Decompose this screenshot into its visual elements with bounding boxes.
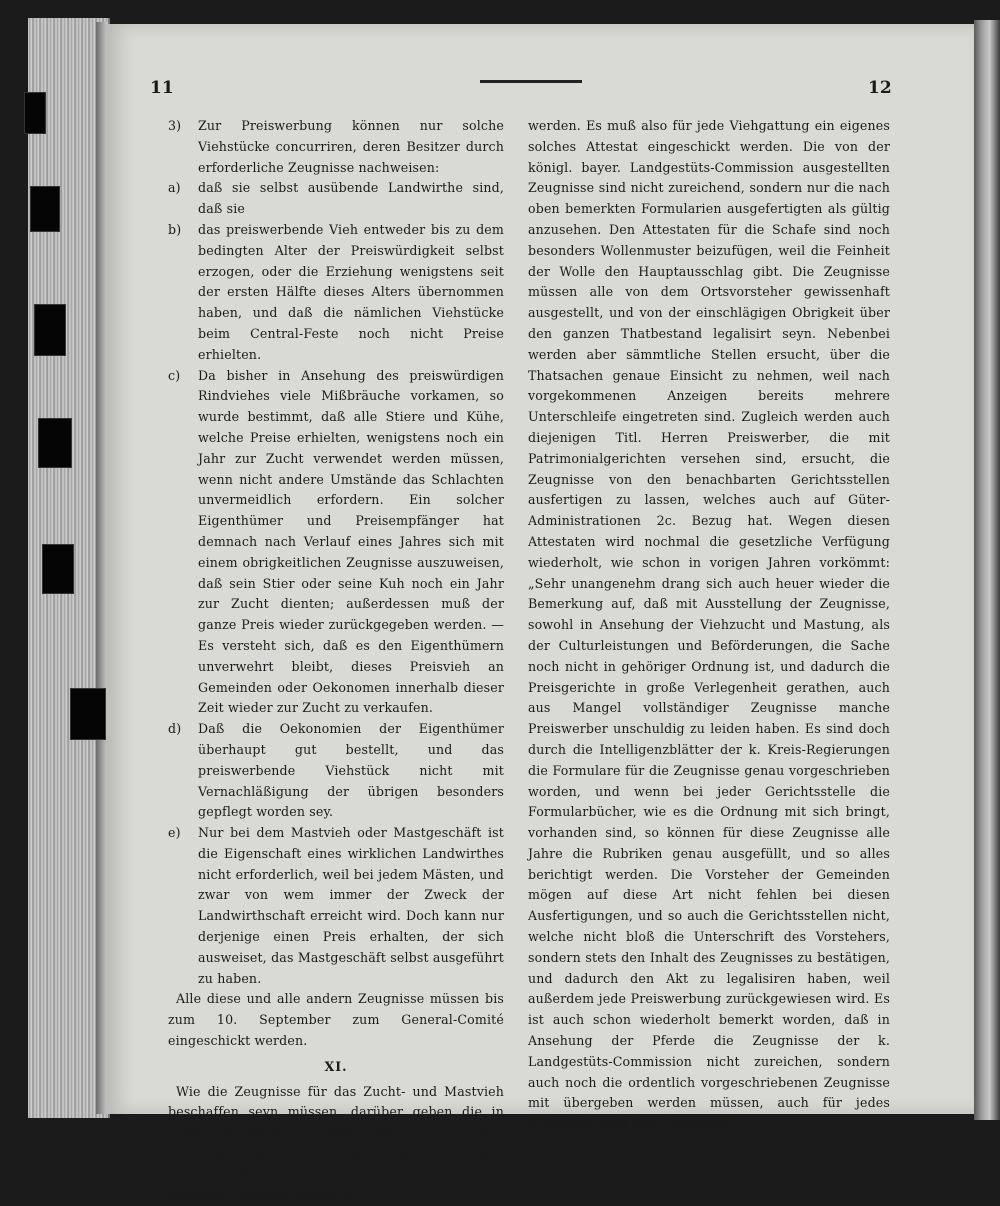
right-column — [528, 116, 890, 1135]
page-number-left: 11 — [150, 78, 174, 98]
item-text: Zur Preiswerbung können nur solche Viehstücke concurriren, deren Besitzer durch erforderliche Zeugnisse nachweisen: — [198, 118, 504, 175]
index-tab — [30, 186, 60, 232]
item-text: Da bisher in Ansehung des preiswürdigen Rindviehes viele Mißbräuche vorkamen, so wurde bestimmt, daß alle Stiere und Kühe, welche Preise erhielten, wenigstens noch ein Jahr zur Zucht verwendet werden müssen, wenn nicht andere Umstände das Schlachten unvermeidlich erfordern. Ein solcher Eigenthümer und Preisempfänger hat demnach nach Verlauf eines Jahres sich mit einem obrigkeitlichen Zeugnisse auszuweisen, daß sein Stier oder seine Kuh noch ein Jahr zur Zucht dienten; außerdessen muß der ganze Preis wieder zurückgegeben werden. — Es versteht sich, daß es den Eigenthümern unverwehrt bleibt, dieses Preisvieh an Gemeinden oder Oekonomen innerhalb dieser Zeit wieder zur Zucht zu verkaufen. — [198, 367, 504, 716]
index-tab — [34, 304, 66, 356]
header-rule — [480, 80, 582, 83]
item-text: daß sie selbst ausübende Landwirthe sind, daß sie — [198, 180, 504, 217]
item-3 — [168, 116, 504, 178]
item-a — [168, 178, 504, 220]
index-tab — [38, 418, 72, 468]
item-label: e) — [168, 825, 181, 841]
left-column — [168, 116, 504, 1206]
item-text: Nur bei dem Mastvieh oder Mastgeschäft ist die Eigenschaft eines wirklichen Landwirthes nicht erforderlich, weil bei jedem Mästen, und zwar von wem immer der Zweck der Landwirthschaft erreicht wird. Doch kann nur derjenige einen Preis erhalten, der sich ausweiset, das Mastgeschäft selbst ausgeführt zu haben. — [198, 825, 504, 986]
item-text: das preiswerbende Vieh entweder bis zu dem bedingten Alter der Preiswürdigkeit selbst erzogen, oder die Erziehung wenigstens seit der ersten Hälfte dieses Alters übernommen haben, und daß die nämlichen Viehstücke beim Central-Feste noch nicht Preise erhielten. — [198, 221, 504, 362]
item-e — [168, 823, 504, 989]
item-c — [168, 366, 504, 720]
item-label: d) — [168, 721, 182, 737]
item-b — [168, 220, 504, 366]
item-d — [168, 719, 504, 823]
closing-paragraph: Alle diese und alle andern Zeugnisse müssen bis zum 10. September zum General-Comité eingeschickt werden. — [168, 991, 504, 1049]
index-tab — [24, 92, 46, 134]
item-label: a) — [168, 180, 181, 196]
index-tab — [70, 688, 106, 740]
item-label: c) — [168, 367, 181, 383]
item-text: Daß die Oekonomien der Eigenthümer überhaupt gut bestellt, und das preiswerbende Viehstück nicht mit Vernachläßigung der übrigen besonders gepflegt worden sey. — [198, 721, 504, 820]
page-number-right: 12 — [868, 78, 892, 98]
index-tab — [42, 544, 74, 594]
section-xi-text: Wie die Zeugnisse für das Zucht- und Mastvieh beschaffen seyn müssen, darüber geben die in vorjährigen Intelligenzblättern bekannt gemachten Formularien genaue Auskunft, und es muß sich von den Preiswerbern, wie von den Stellen, pünktlich hiernach gerichtet — [168, 1083, 504, 1203]
section-heading: XI. — [324, 1058, 348, 1074]
right-column-text: werden. Es muß also für jede Viehgattung ein eigenes solches Attestat eingeschickt werden. Die von der königl. bayer. Landgestüts-Commission ausgestellten Zeugnisse sind nicht zureichend, sondern nur die nach oben bemerkten Formularien ausgefertigten als gültig anzusehen. Den Attestaten für die Schafe sind noch besonders Wollenmuster beizufügen, weil die Feinheit der Wolle den Hauptausschlag gibt. Die Zeugnisse müssen alle von dem Ortsvorsteher gewissenhaft ausgestellt, und von der einschlägigen Obrigkeit über den ganzen Thatbestand legalisirt seyn. Nebenbei werden aber sämmtliche Stellen ersucht, über die Thatsachen genaue Einsicht zu nehmen, weil nach vorgekommenen Anzeigen bereits mehrere Unterschleife eingetreten sind. Zugleich werden auch diejenigen Titl. Herren Preiswerber, die mit Patrimonialgerichten versehen sind, ersucht, die Zeugnisse von den benachbarten Gerichtsstellen ausfertigen zu lassen, welches auch auf Güter-Administrationen 2c. Bezug hat. Wegen diesen Attestaten wird nochmal die gesetzliche Verfügung wiederholt, wie schon in vorigen Jahren vorkömmt: „Sehr unangenehm drang sich auch heuer wieder die Bemerkung auf, daß mit Ausstellung der Zeugnisse, sowohl in Ansehung der Viehzucht und Mastung, als der Culturleistungen und Beförderungen, die Sache noch nicht in gehöriger Ordnung ist, und dadurch die Preisgerichte in große Verlegenheit gerathen, auch aus Mangel vollständiger Zeugnisse manche Preiswerber unschuldig zu leiden haben. Es sind doch durch die Intelligenzblätter der k. Kreis-Regierungen die Formulare für die Zeugnisse genau vorgeschrieben worden, und wenn bei jeder Gerichtsstelle die Formularbücher, wie es die Ordnung mit sich bringt, vorhanden sind, so können für diese Zeugnisse alle Jahre die Rubriken genau ausgefüllt, und so alles berichtigt werden. Die Vorsteher der Gemeinden mögen auf diese Art nicht fehlen bei diesen Ausfertigungen, und so auch die Gerichtsstellen nicht, welche nicht bloß die Unterschrift des Vorstehers, sondern stets den Inhalt des Zeugnisses zu bestätigen, und dadurch den Akt zu legalisiren haben, weil außerdem jede Preiswerbung zurückgewiesen wird. Es ist auch schon wiederholt bemerkt worden, daß in Ansehung der Pferde die Zeugnisse der k. Landgestüts-Commission nicht zureichen, sondern auch noch die ordentlich vorgeschriebenen Zeugnisse mit übergeben werden müssen, auch für jedes Viehstück nach den Gattungen — [528, 118, 890, 1132]
scanner-edge — [974, 20, 1000, 1120]
item-label: 3) — [168, 118, 182, 133]
item-label: b) — [168, 221, 182, 237]
